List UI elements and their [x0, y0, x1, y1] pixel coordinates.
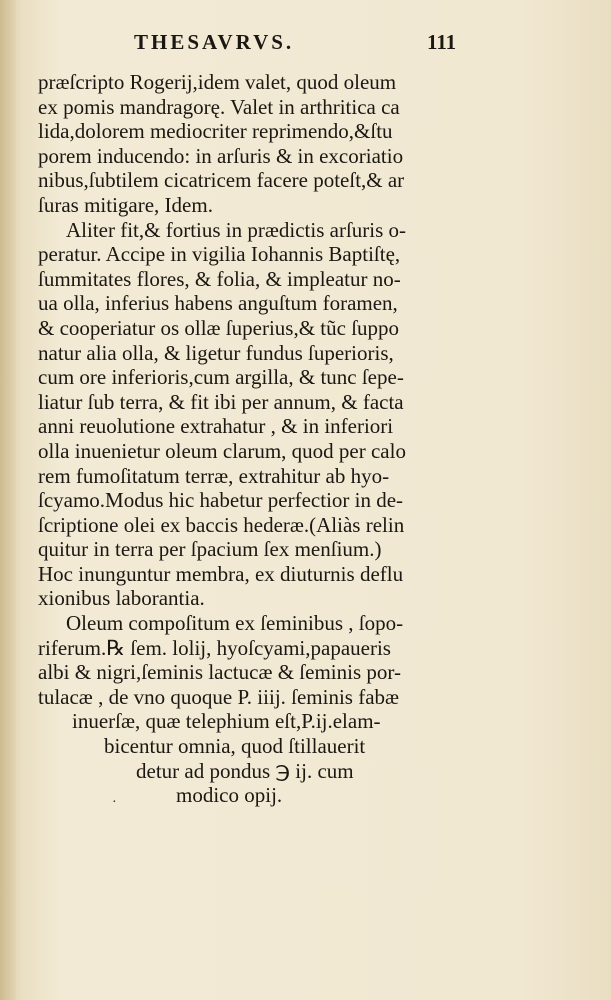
text-line: liatur ſub terra, & fit ibi per annum, & facta [38, 389, 404, 414]
text-line: anni reuolutione extrahatur , & in inferiori [38, 414, 394, 439]
text-line: ua olla, inferius habens anguſtum foramen, [38, 291, 398, 316]
text-line: nibus,ſubtilem cicatricem facere poteſt,& ar [38, 168, 405, 193]
text-line: inuerſæ, quæ telephium eſt,P.ij.elam- [72, 709, 381, 734]
body-text [38, 70, 470, 808]
text-line: lida,dolorem mediocriter reprimendo,&ſtu [38, 119, 393, 144]
text-line: & cooperiatur os ollæ ſuperius,& tũc ſuppo [38, 315, 400, 340]
running-head: THESAVRVS. [134, 30, 295, 54]
text-line: ex pomis mandragorę. Valet in arthritica ca [38, 94, 400, 119]
text-line: ſcyamo.Modus hic habetur perfectior in de- [38, 488, 404, 513]
text-line: detur ad pondus ℈ ij. cum [136, 758, 354, 783]
text-line: ſummitates flores, & folia, & impleatur no- [38, 266, 401, 291]
text-line: olla inuenietur oleum clarum, quod per calo [38, 438, 406, 463]
text-line: albi & nigri,ſeminis lactucæ & ſeminis por- [38, 660, 401, 685]
text-line: ſcriptione olei ex baccis hederæ.(Aliàs relin [38, 512, 405, 537]
text-line: cum ore inferioris,cum argilla, & tunc ſepe- [38, 365, 404, 390]
page-gutter [0, 0, 16, 1000]
text-line: tulacæ , de vno quoque P. iiij. ſeminis fabæ [38, 684, 400, 709]
text-line: ſuras mitigare, Idem. [38, 192, 213, 217]
text-line: peratur. Accipe in vigilia Iohannis Baptiſtę, [38, 242, 401, 267]
page-number: 111 [427, 30, 457, 54]
paragraph-start: Oleum compoſitum ex ſeminibus , ſopo- [66, 611, 404, 636]
text-line: quitur in terra per ſpacium ſex menſium.) [38, 537, 382, 562]
paragraph-start: Aliter fit,& fortius in prædictis arſuris o- [66, 217, 407, 242]
text-line: xionibus laborantia. [38, 586, 205, 611]
text-line: bicentur omnia, quod ſtillauerit [104, 734, 366, 759]
text-line: riferum.℞ ſem. lolij, hyoſcyami,papaueris [38, 635, 391, 660]
text-line: rem fumoſitatum terræ, extrahitur ab hyo- [38, 463, 390, 488]
text-line: præſcripto Rogerij,idem valet, quod oleum [38, 70, 397, 94]
text-line: porem inducendo: in arſuris & in excoriatio [38, 143, 404, 168]
text-line: modico opij. [176, 783, 283, 808]
ink-dot: · [112, 795, 117, 810]
text-line: natur alia olla, & ligetur fundus ſuperioris, [38, 340, 394, 365]
text-line: Hoc inunguntur membra, ex diuturnis deflu [38, 561, 404, 586]
